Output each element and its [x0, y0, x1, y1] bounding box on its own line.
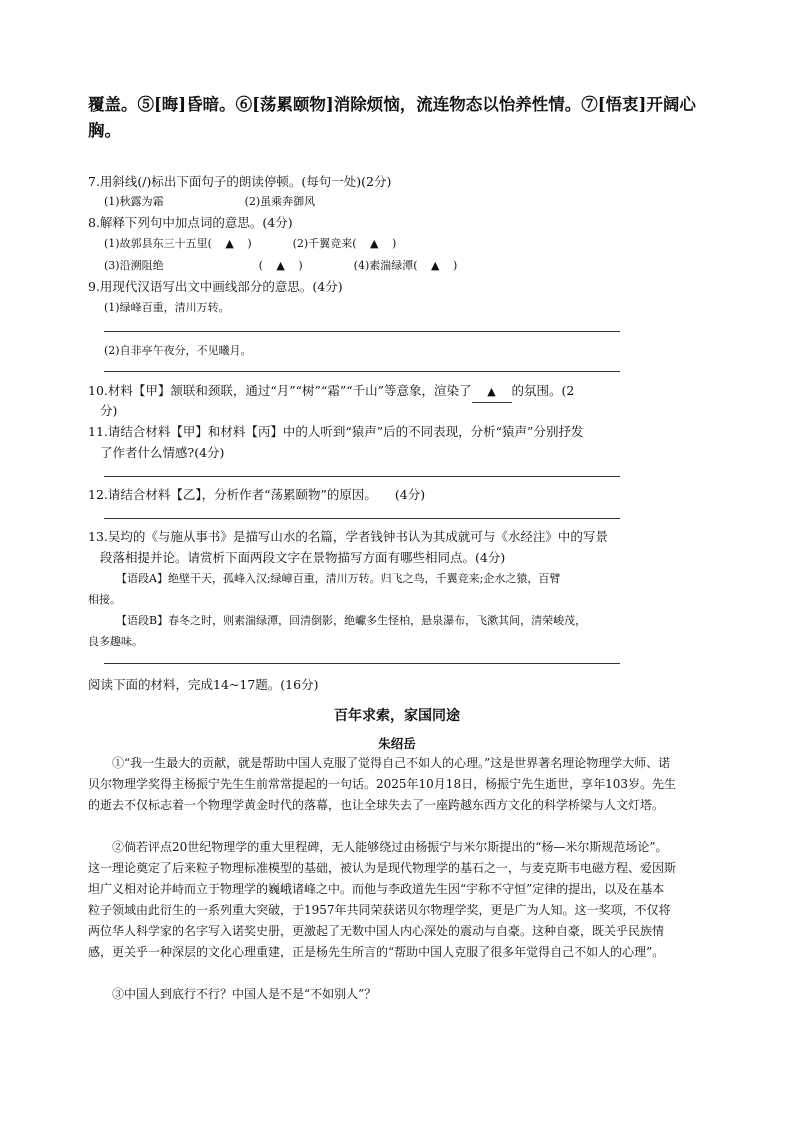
- answer-line: [104, 518, 620, 519]
- annotation-paragraph: 覆盖。⑤[晦]昏暗。⑥[荡累颐物]消除烦恼，流连物态以怡养性情。⑦[悟衷]开阔心胸。: [88, 95, 696, 140]
- answer-line: [104, 331, 620, 332]
- question-8-item-4: (4)素湍绿潭(: [353, 259, 418, 272]
- answer-line: [104, 476, 620, 477]
- article-paragraph-1: ①“我一生最大的贡献，就是帮助中国人克服了觉得自己不如人的心理。”这是世界著名理论物理学大师、诺贝尔物理学奖得主杨振宁先生生前常常提起的一句话。2025年10月18日，杨振宁先生逝世，享年103岁。先生的逝去不仅标志着一个物理学黄金时代的落幕，也让全球失去了一座跨越东西方文化的科学桥梁与人文灯塔。: [88, 756, 676, 812]
- question-9-stem: 9.用现代汉语写出文中画线部分的意思。(4分): [88, 279, 343, 294]
- article-title: 百年求索，家国同途: [334, 708, 460, 724]
- question-7-stem: 7.用斜线(/)标出下面句子的朗读停顿。(每句一处)(2分): [88, 174, 392, 189]
- answer-blank-marker: ▲: [370, 237, 379, 250]
- question-7-item-1: (1)秋露为霜: [104, 195, 164, 208]
- answer-line: [104, 663, 620, 664]
- question-8-item-3: (3)沿溯阻绝: [104, 259, 164, 272]
- question-8-item-2: (2)千翼竞来(: [292, 237, 357, 250]
- question-11-line-2: 了作者什么情感?(4分): [100, 445, 225, 460]
- question-7-items: [104, 192, 704, 212]
- answer-blank-marker: ▲: [431, 259, 440, 272]
- question-10-continued: 分): [100, 403, 118, 418]
- passage-a-line-1: 【语段A】绝壁干天，孤峰入汉;绿嶂百重，清川万转。归飞之鸟，千翼竞来;企水之猿，百臂: [116, 572, 561, 585]
- question-8-stem: 8.解释下列句中加点词的意思。(4分): [88, 215, 293, 230]
- reading-intro: 阅读下面的材料，完成14~17题。(16分): [88, 677, 319, 692]
- question-7-item-2: (2)虽乘奔御风: [244, 195, 316, 208]
- question-13-line-1: 13.吴均的《与施从事书》是描写山水的名篇，学者钱钟书认为其成就可与《水经注》中的写景: [88, 529, 608, 544]
- question-9-item-2: (2)自非亭午夜分，不见曦月。: [104, 344, 252, 357]
- question-8-row-1: (1)故郭县东三十五里( ▲ ) (2)千翼竞来( ▲ ): [104, 237, 397, 250]
- question-11-line-1: 11.请结合材料【甲】和材料【丙】中的人听到“猿声”后的不同表现，分析“猿声”分别抒发: [88, 424, 584, 439]
- answer-blank-marker: ▲: [276, 259, 285, 272]
- answer-line: [104, 371, 620, 372]
- question-10: 10.材料【甲】颔联和颈联，通过“月”“树”“霜”“千山”等意象，渲染了 ▲ 的氛围。(2: [88, 381, 708, 403]
- question-8-row-2: (3)沿溯阻绝 ( ▲ ) (4)素湍绿潭( ▲ ): [104, 259, 458, 272]
- article-paragraph-3: ③中国人到底行不行？中国人是不是“不如别人”？: [112, 987, 377, 1001]
- question-9-item-1: (1)绿峰百重，清川万转。: [104, 301, 230, 314]
- passage-a-line-2: 相接。: [88, 593, 121, 606]
- answer-blank-marker: ▲: [472, 382, 512, 403]
- answer-blank-marker: ▲: [225, 237, 234, 250]
- passage-b-line-1: 【语段B】春冬之时，则素湍绿潭，回清倒影，绝巘多生怪柏，悬泉瀑布，飞漱其间，清荣峻茂，: [116, 614, 587, 627]
- question-12: 12.请结合材料【乙】，分析作者“荡累颐物”的原因。 (4分): [88, 487, 426, 502]
- article-author: 朱绍岳: [378, 736, 416, 751]
- passage-b-line-2: 良多趣味。: [88, 635, 143, 648]
- question-13-line-2: 段落相提并论。请赏析下面两段文字在景物描写方面有哪些相同点。(4分): [100, 550, 506, 565]
- question-8-item-1: (1)故郭县东三十五里(: [104, 237, 212, 250]
- article-paragraph-2: ②倘若评点20世纪物理学的重大里程碑，无人能够绕过由杨振宁与米尔斯提出的“杨—米尔斯规范场论”。这一理论奠定了后来粒子物理标准模型的基础，被认为是现代物理学的基石之一，与麦克斯韦电磁方程、爱因斯坦广义相对论并峙而立于物理学的巍峨诸峰之中。而他与李政道先生因“宇称不守恒”定律的提出，以及在基本粒子领域由此衍生的一系列重大突破，于1957年共同荣获诺贝尔物理学奖，更是广为人知。这一奖项，不仅将两位华人科学家的名字写入诺奖史册，更激起了无数中国人内心深处的震动与自豪。这种自豪，既关乎民族情感，更关乎一种深层的文化心理重建，正是杨先生所言的“帮助中国人克服了很多年觉得自己不如人的心理”。: [88, 840, 677, 959]
